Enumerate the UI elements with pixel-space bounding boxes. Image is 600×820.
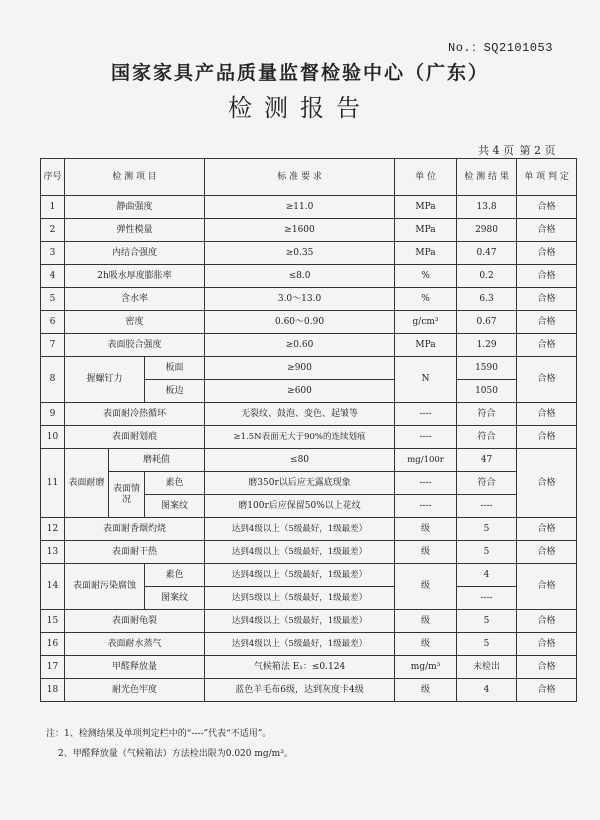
row-result: 5 (457, 518, 517, 541)
row-requirement: ≥600 (205, 380, 395, 403)
row-verdict: 合格 (517, 403, 577, 426)
header-result: 检 测 结 果 (457, 159, 517, 196)
row-unit: ---- (395, 472, 457, 495)
row-item: 表面耐龟裂 (65, 610, 205, 633)
row-requirement: 达到4级以上（5级最好，1级最差） (205, 541, 395, 564)
row-result: 1.29 (457, 334, 517, 357)
row-item: 内结合强度 (65, 242, 205, 265)
table-row (41, 472, 577, 495)
row-item: 含水率 (65, 288, 205, 311)
row-item: 甲醛释放量 (65, 656, 205, 679)
row-result: 符合 (457, 472, 517, 495)
row-result: 47 (457, 449, 517, 472)
row-no: 14 (41, 564, 65, 610)
row-result: 6.3 (457, 288, 517, 311)
row-verdict: 合格 (517, 449, 577, 518)
row-unit: 级 (395, 633, 457, 656)
row-no: 11 (41, 449, 65, 518)
row-requirement: 气候箱法 E₁：≤0.124 (205, 656, 395, 679)
row-subitem: 图案纹 (145, 587, 205, 610)
row-verdict: 合格 (517, 265, 577, 288)
row-subitem: 图案纹 (145, 495, 205, 518)
row-item: 密度 (65, 311, 205, 334)
row-no: 7 (41, 334, 65, 357)
table-row (41, 564, 577, 587)
row-unit: N (395, 357, 457, 403)
row-verdict: 合格 (517, 633, 577, 656)
row-item: 表面耐香烟灼烧 (65, 518, 205, 541)
row-unit: 级 (395, 564, 457, 610)
table-row (41, 196, 577, 219)
row-verdict: 合格 (517, 334, 577, 357)
row-result: 13.8 (457, 196, 517, 219)
row-requirement: 达到4级以上（5级最好，1级最差） (205, 610, 395, 633)
table-row (41, 541, 577, 564)
table-header-row (41, 159, 577, 196)
row-requirement: ≥0.35 (205, 242, 395, 265)
row-surface: 表面情况 (109, 472, 145, 518)
organization-name: 国家家具产品质量监督检验中心（广东） (110, 62, 489, 84)
row-result: 4 (457, 564, 517, 587)
row-unit: MPa (395, 242, 457, 265)
report-title: 检测报告 (228, 94, 372, 122)
row-no: 3 (41, 242, 65, 265)
row-no: 17 (41, 656, 65, 679)
row-no: 2 (41, 219, 65, 242)
row-result: 5 (457, 541, 517, 564)
row-item: 静曲强度 (65, 196, 205, 219)
row-unit: 级 (395, 518, 457, 541)
row-no: 10 (41, 426, 65, 449)
row-subitem: 磨耗值 (109, 449, 205, 472)
row-result: 1050 (457, 380, 517, 403)
row-unit: mg/m³ (395, 656, 457, 679)
row-result: 0.2 (457, 265, 517, 288)
table-row (41, 311, 577, 334)
row-result: 未检出 (457, 656, 517, 679)
row-subitem: 素色 (145, 564, 205, 587)
row-result: 符合 (457, 426, 517, 449)
row-result: 0.47 (457, 242, 517, 265)
row-unit: % (395, 288, 457, 311)
row-verdict: 合格 (517, 518, 577, 541)
header-requirement: 标 准 要 求 (205, 159, 395, 196)
table-row (41, 265, 577, 288)
row-requirement: 磨350r以后应无露底现象 (205, 472, 395, 495)
table-row (41, 242, 577, 265)
row-requirement: ≥11.0 (205, 196, 395, 219)
row-verdict: 合格 (517, 656, 577, 679)
row-no: 15 (41, 610, 65, 633)
row-unit: mg/100r (395, 449, 457, 472)
row-item: 表面耐干热 (65, 541, 205, 564)
row-result: 5 (457, 633, 517, 656)
table-row (41, 334, 577, 357)
row-unit: 级 (395, 541, 457, 564)
row-no: 12 (41, 518, 65, 541)
row-unit: MPa (395, 334, 457, 357)
row-no: 9 (41, 403, 65, 426)
row-verdict: 合格 (517, 426, 577, 449)
row-unit: MPa (395, 196, 457, 219)
row-unit: ---- (395, 495, 457, 518)
results-table (40, 158, 577, 702)
row-no: 6 (41, 311, 65, 334)
row-result: ---- (457, 587, 517, 610)
table-row (41, 633, 577, 656)
row-requirement: 达到4级以上（5级最好，1级最差） (205, 518, 395, 541)
header-no: 序号 (41, 159, 65, 196)
row-unit: % (395, 265, 457, 288)
row-subitem: 素色 (145, 472, 205, 495)
row-unit: MPa (395, 219, 457, 242)
row-no: 4 (41, 265, 65, 288)
row-result: 4 (457, 679, 517, 702)
document-number: No.：SQ2101053 (448, 41, 553, 55)
row-verdict: 合格 (517, 311, 577, 334)
row-item: 表面胶合强度 (65, 334, 205, 357)
row-item: 表面耐划痕 (65, 426, 205, 449)
row-requirement: 达到4级以上（5级最好，1级最差） (205, 633, 395, 656)
row-unit: 级 (395, 679, 457, 702)
table-row (41, 403, 577, 426)
row-unit: ---- (395, 426, 457, 449)
row-verdict: 合格 (517, 679, 577, 702)
row-no: 5 (41, 288, 65, 311)
row-unit: 级 (395, 610, 457, 633)
row-no: 13 (41, 541, 65, 564)
row-verdict: 合格 (517, 610, 577, 633)
table-row (41, 610, 577, 633)
row-requirement: ≥1.5N表面无大于90%的连续划痕 (205, 426, 395, 449)
note-1: 注：1、检测结果及单项判定栏中的“----”代表“不适用”。 (46, 729, 272, 739)
row-requirement: 无裂纹、鼓泡、变色、起皱等 (205, 403, 395, 426)
row-no: 18 (41, 679, 65, 702)
row-requirement: 达到5级以上（5级最好，1级最差） (205, 587, 395, 610)
row-requirement: 达到4级以上（5级最好，1级最差） (205, 564, 395, 587)
table-row (41, 679, 577, 702)
table-row (41, 656, 577, 679)
row-no: 1 (41, 196, 65, 219)
row-requirement: 0.60～0.90 (205, 311, 395, 334)
row-requirement: 蓝色羊毛布6级，达到灰度卡4级 (205, 679, 395, 702)
row-requirement: ≤80 (205, 449, 395, 472)
row-result: 1590 (457, 357, 517, 380)
note-2: 2、甲醛释放量（气候箱法）方法检出限为0.020 mg/m³。 (58, 749, 293, 759)
page-indicator (476, 142, 556, 158)
table-row (41, 288, 577, 311)
table-row (41, 449, 577, 472)
row-result: 5 (457, 610, 517, 633)
row-result: 符合 (457, 403, 517, 426)
row-item: 耐光色牢度 (65, 679, 205, 702)
row-verdict: 合格 (517, 357, 577, 403)
row-no: 16 (41, 633, 65, 656)
row-requirement: ≥900 (205, 357, 395, 380)
table-row (41, 426, 577, 449)
row-requirement: ≥1600 (205, 219, 395, 242)
table-row (41, 357, 577, 380)
row-verdict: 合格 (517, 219, 577, 242)
row-result: 0.67 (457, 311, 517, 334)
row-subitem: 板面 (145, 357, 205, 380)
row-requirement: ≥0.60 (205, 334, 395, 357)
row-verdict: 合格 (517, 196, 577, 219)
row-unit: ---- (395, 403, 457, 426)
table-row (41, 518, 577, 541)
row-item: 表面耐污染腐蚀 (65, 564, 145, 610)
row-verdict: 合格 (517, 288, 577, 311)
row-unit: g/cm³ (395, 311, 457, 334)
row-requirement: ≤8.0 (205, 265, 395, 288)
row-verdict: 合格 (517, 242, 577, 265)
header-unit: 单 位 (395, 159, 457, 196)
row-requirement: 3.0～13.0 (205, 288, 395, 311)
row-item: 2h吸水厚度膨胀率 (65, 265, 205, 288)
header-item: 检 测 项 目 (65, 159, 205, 196)
row-item: 弹性模量 (65, 219, 205, 242)
row-item: 表面耐冷热循环 (65, 403, 205, 426)
row-item: 表面耐磨 (65, 449, 109, 518)
row-requirement: 磨100r后应保留50%以上花纹 (205, 495, 395, 518)
table-row (41, 219, 577, 242)
total-pages: 共 4 页 (478, 144, 514, 157)
row-no: 8 (41, 357, 65, 403)
current-page: 第 2 页 (519, 144, 556, 157)
row-verdict: 合格 (517, 564, 577, 610)
row-verdict: 合格 (517, 541, 577, 564)
row-item: 表面耐水蒸气 (65, 633, 205, 656)
row-result: ---- (457, 495, 517, 518)
row-item: 握螺钉力 (65, 357, 145, 403)
row-subitem: 板边 (145, 380, 205, 403)
row-result: 2980 (457, 219, 517, 242)
header-verdict: 单 项 判 定 (517, 159, 577, 196)
